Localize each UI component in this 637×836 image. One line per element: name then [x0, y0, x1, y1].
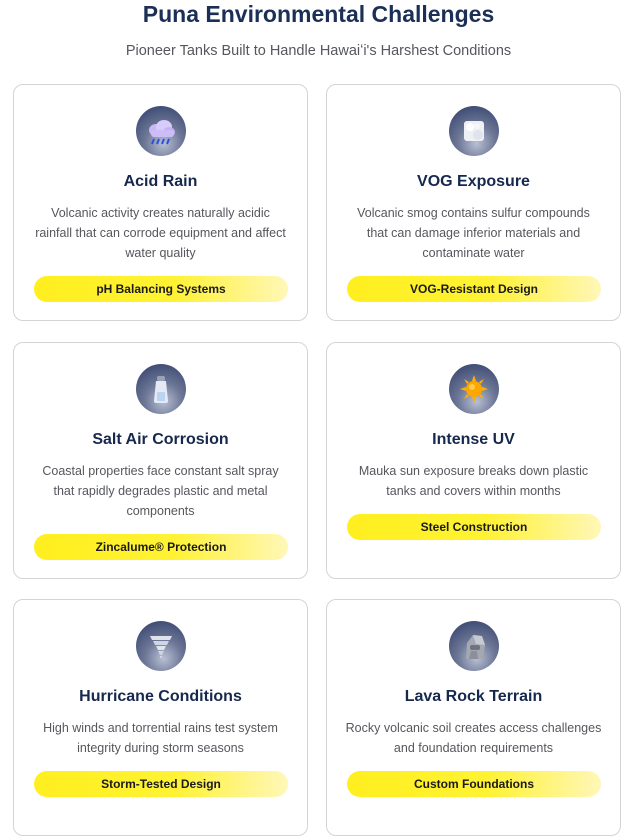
- card-title: Lava Rock Terrain: [404, 688, 543, 705]
- challenge-card-lava-rock-terrain: [326, 599, 621, 836]
- card-badge: Storm-Tested Design: [34, 771, 288, 797]
- card-badge: VOG-Resistant Design: [347, 276, 601, 302]
- rock-icon: [449, 621, 499, 671]
- acid-rain-cloud-icon: [136, 106, 186, 156]
- page-subtitle: Pioneer Tanks Built to Handle Hawaiʻi's Harshest Conditions: [125, 43, 512, 59]
- challenge-card-acid-rain: [13, 84, 308, 321]
- challenge-card-salt-air-corrosion: [13, 342, 308, 579]
- page-title: Puna Environmental Challenges: [142, 1, 495, 27]
- challenge-card-vog-exposure: [326, 84, 621, 321]
- card-title: Hurricane Conditions: [79, 688, 242, 705]
- card-description: Coastal properties face constant salt spray that rapidly degrades plastic and metal components: [42, 464, 279, 518]
- card-description: Volcanic activity creates naturally acidic rainfall that can corrode equipment and affect water quality: [35, 206, 286, 260]
- card-description: High winds and torrential rains test system integrity during storm seasons: [43, 721, 278, 755]
- card-badge: Zincalume® Protection: [34, 534, 288, 560]
- card-description: Mauka sun exposure breaks down plastic tanks and covers within months: [358, 464, 589, 498]
- card-title: Salt Air Corrosion: [92, 431, 229, 448]
- challenge-card-intense-uv: [326, 342, 621, 579]
- card-title: VOG Exposure: [417, 173, 530, 190]
- salt-shaker-icon: [136, 364, 186, 414]
- card-badge: pH Balancing Systems: [34, 276, 288, 302]
- tornado-icon: [136, 621, 186, 671]
- card-badge: Custom Foundations: [347, 771, 601, 797]
- sun-icon: [449, 364, 499, 414]
- card-badge: Steel Construction: [347, 514, 601, 540]
- card-title: Intense UV: [432, 431, 515, 448]
- card-description: Volcanic smog contains sulfur compounds that can damage inferior materials and contaminate water: [357, 206, 590, 260]
- card-title: Acid Rain: [123, 173, 198, 190]
- card-description: Rocky volcanic soil creates access challenges and foundation requirements: [345, 721, 602, 755]
- vog-smog-icon: [449, 106, 499, 156]
- challenge-card-hurricane-conditions: [13, 599, 308, 836]
